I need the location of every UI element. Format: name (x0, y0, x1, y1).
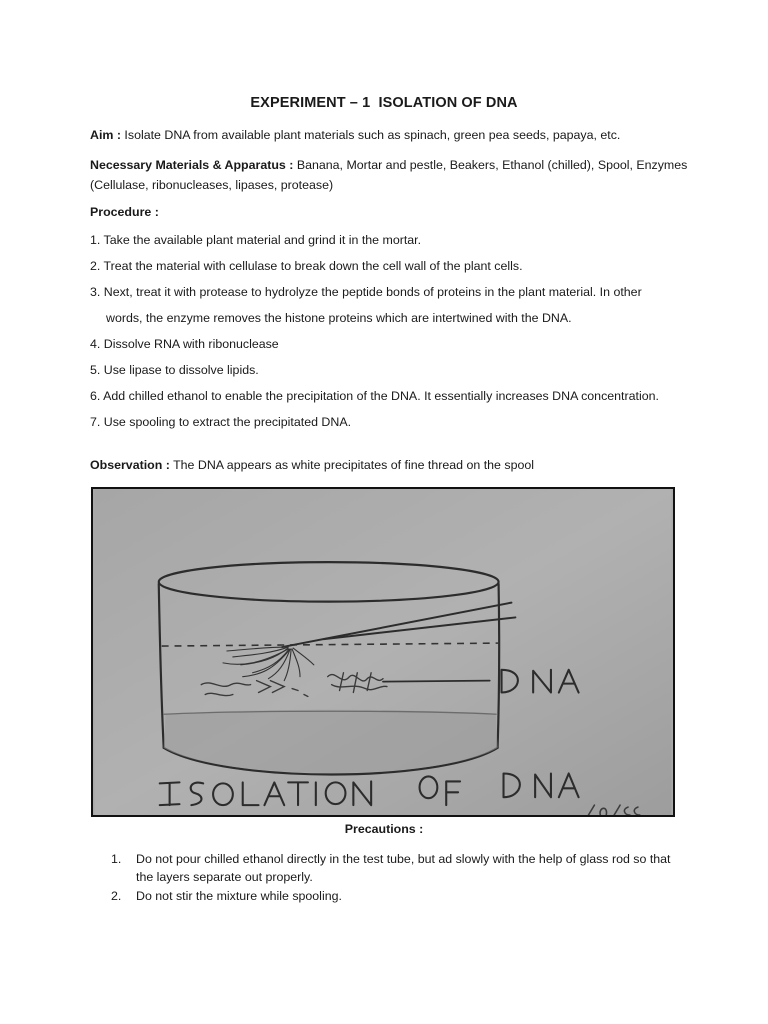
procedure-heading: Procedure : (90, 205, 159, 219)
page-title: EXPERIMENT – 1 ISOLATION OF DNA (250, 95, 518, 111)
procedure-step-1: 1. Take the available plant material and grind it in the mortar. (90, 233, 422, 247)
aim-text: Isolate DNA from available plant materials such as spinach, green pea seeds, papaya, etc. (120, 128, 621, 142)
precaution-item-2 (111, 887, 681, 907)
precaution-number: 2. (111, 889, 122, 903)
procedure-step-5: 5. Use lipase to dissolve lipids. (90, 363, 259, 377)
procedure-step-7: 7. Use spooling to extract the precipitated DNA. (90, 415, 352, 429)
aim-paragraph (90, 125, 690, 145)
aim-label: Aim : (90, 128, 121, 142)
precaution-number: 1. (111, 852, 122, 866)
observation-label: Observation : (90, 458, 170, 472)
lower-layer-shading (164, 710, 498, 773)
precaution-text: Do not pour chilled ethanol directly in the test tube, but ad slowly with the help of glass rod so that the layers separate out properly. (136, 852, 671, 884)
procedure-step-3: 3. Next, treat it with protease to hydrolyze the peptide bonds of proteins in the plant material. In other (90, 285, 642, 299)
beaker-sketch (93, 489, 673, 815)
precautions-heading: Precautions : (344, 822, 424, 836)
materials-text: Banana, Mortar and pestle, Beakers, Ethanol (chilled), Spool, Enzymes (Cellulase, ribonucleases, lipases, protease) (90, 158, 688, 192)
materials-paragraph (90, 155, 690, 195)
observation-paragraph (90, 458, 534, 472)
dna-pointer-line (383, 681, 490, 682)
materials-label: Necessary Materials & Apparatus : (90, 158, 294, 172)
dna-isolation-figure (91, 487, 675, 817)
procedure-step-4: 4. Dissolve RNA with ribonuclease (90, 337, 279, 351)
observation-text: The DNA appears as white precipitates of fine thread on the spool (169, 458, 535, 472)
procedure-step-6: 6. Add chilled ethanol to enable the precipitation of the DNA. It essentially increases DNA concentration. (90, 389, 659, 403)
procedure-step-2: 2. Treat the material with cellulase to break down the cell wall of the plant cells. (90, 259, 523, 273)
precaution-item-1 (111, 850, 681, 890)
precaution-text: Do not stir the mixture while spooling. (136, 889, 342, 903)
procedure-step-3-continued: words, the enzyme removes the histone proteins which are intertwined with the DNA. (106, 311, 572, 325)
